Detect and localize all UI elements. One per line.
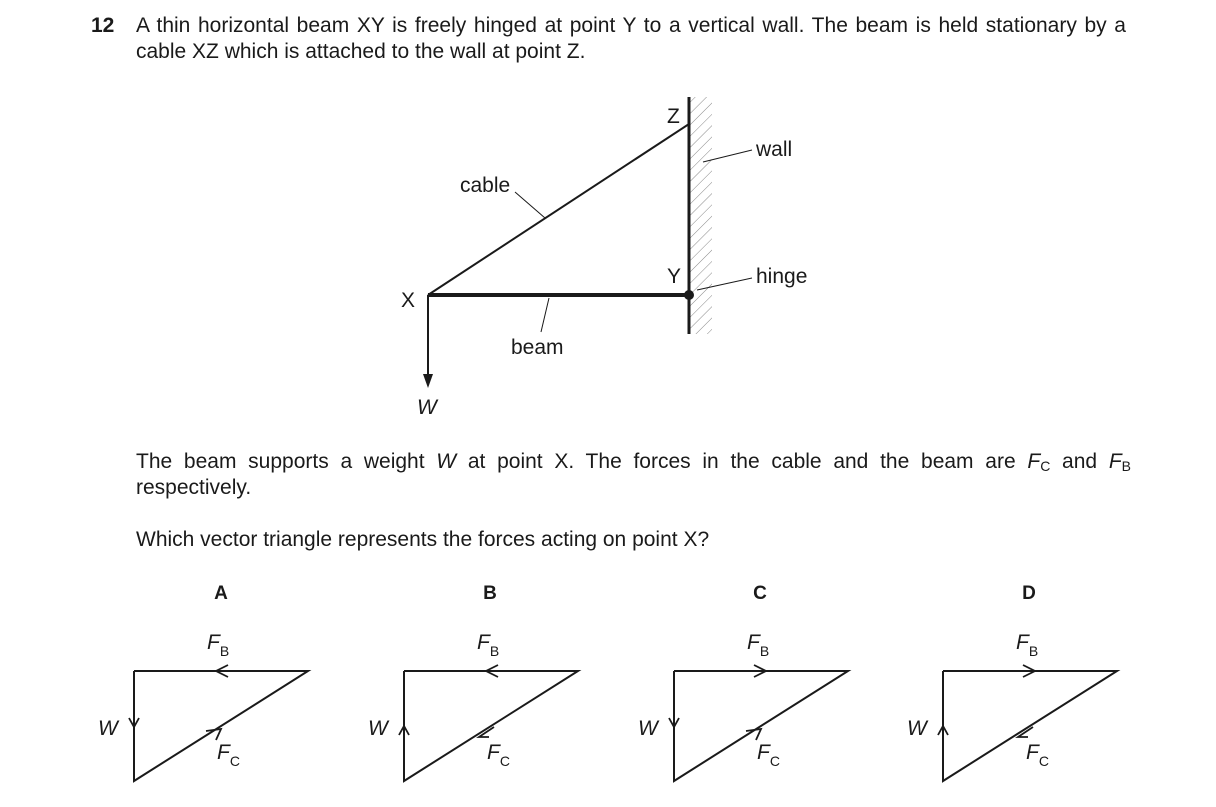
w-label: W <box>98 717 118 740</box>
force-triangle <box>943 671 1117 781</box>
option-b[interactable] <box>368 583 578 781</box>
force-triangle <box>134 671 308 781</box>
wall-hatching <box>690 97 712 334</box>
cable-leader <box>515 192 545 218</box>
fc-label: $F_C$ <box>1026 741 1049 769</box>
question-prompt: Which vector triangle represents the forces acting on point X? <box>136 528 710 551</box>
w-label: W <box>907 717 927 740</box>
option-c[interactable] <box>638 583 848 781</box>
w-label: W <box>368 717 388 740</box>
hinge-dot <box>684 290 694 300</box>
w-label: W <box>638 717 658 740</box>
option-d[interactable] <box>907 583 1117 781</box>
fb-label: $F_B$ <box>207 631 230 659</box>
force-triangle <box>674 671 848 781</box>
question-number: 12 <box>91 14 115 37</box>
question-support-text: The beam supports a weight W at point X. The forces in the cable and the beam are $F_C$ and $F_B$ respectively. <box>136 450 1131 499</box>
beam-diagram <box>401 97 807 419</box>
option-a[interactable] <box>98 583 308 781</box>
option-letter: B <box>483 583 497 604</box>
beam-leader <box>541 298 549 332</box>
beam-label: beam <box>511 336 564 359</box>
point-x-label: X <box>401 289 416 312</box>
weight-arrowhead <box>423 374 433 388</box>
fc-label: $F_C$ <box>757 741 780 769</box>
cable-line <box>428 124 689 295</box>
point-z-label: Z <box>667 105 680 128</box>
point-y-label: Y <box>667 265 682 288</box>
force-triangle <box>404 671 578 781</box>
fc-label: $F_C$ <box>487 741 510 769</box>
option-letter: A <box>214 583 228 604</box>
question-intro: A thin horizontal beam XY is freely hinged at point Y to a vertical wall. The beam is held stationary by a cable XZ which is attached to the wall at point Z. <box>136 14 1126 63</box>
fc-label: $F_C$ <box>217 741 240 769</box>
cable-label: cable <box>460 174 511 197</box>
fb-label: $F_B$ <box>747 631 770 659</box>
hinge-label: hinge <box>756 265 808 288</box>
weight-label: W <box>417 396 437 419</box>
wall-label: wall <box>756 138 793 161</box>
option-letter: D <box>1022 583 1036 604</box>
fb-label: $F_B$ <box>1016 631 1039 659</box>
option-letter: C <box>753 583 767 604</box>
fb-label: $F_B$ <box>477 631 500 659</box>
